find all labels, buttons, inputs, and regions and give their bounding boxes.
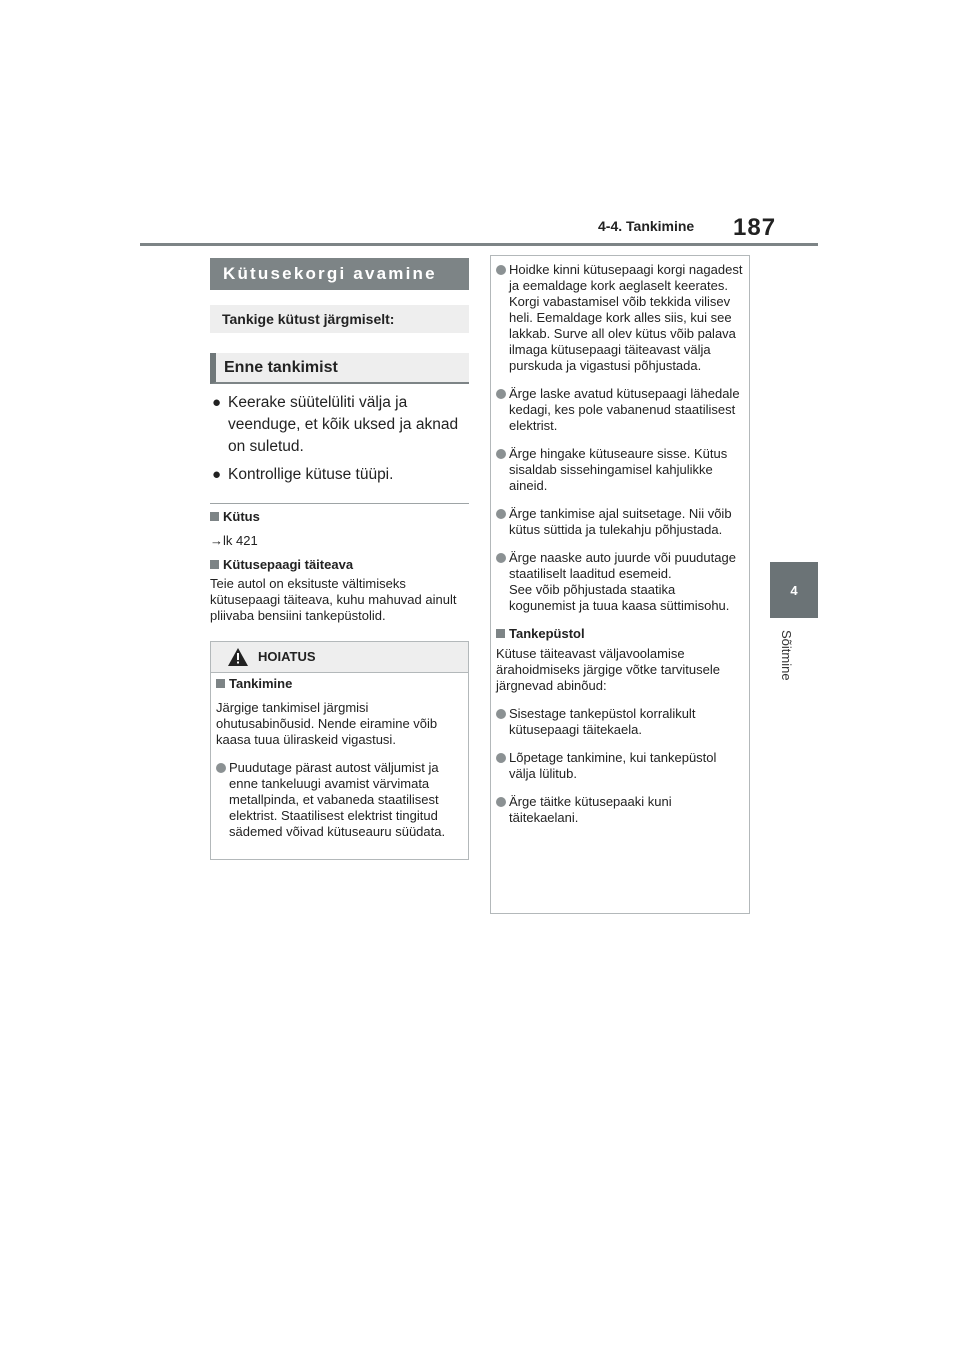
page-number: 187 <box>733 214 777 241</box>
list-item <box>210 464 469 486</box>
circle-bullet-icon <box>496 797 506 807</box>
subheading: Enne tankimist <box>210 353 469 384</box>
warning-label: HOIATUS <box>258 649 316 664</box>
circle-bullet-icon <box>496 509 506 519</box>
list-item: Ärge täitke kütusepaaki kuni täitekaelani. <box>496 794 744 826</box>
list-item: Sisestage tankepüstol korralikult kütusepaagi täitekaela. <box>496 706 744 738</box>
warning-continuation-box <box>490 255 750 914</box>
list-item: Ärge laske avatud kütusepaagi lähedale kedagi, kes pole vabanenud staatilisest elektrist. <box>496 386 744 434</box>
circle-bullet-icon <box>496 709 506 719</box>
list-item-text: Kontrollige kütuse tüüpi. <box>228 466 394 483</box>
section-heading-bar: Kütusekorgi avamine <box>210 258 469 290</box>
section-intro: Kütuse täiteavast väljavoolamise ärahoidmiseks järgige võtke tarvitusele järgnevad abinõud: <box>496 646 720 693</box>
warning-header <box>211 642 468 673</box>
chapter-label-text: Sõitmine <box>779 630 794 681</box>
circle-bullet-icon <box>496 753 506 763</box>
note-text: Teie autol on eksituste vältimiseks kütusepaagi täiteava, kuhu mahuvad ainult pliivaba bensiini tankepüstolid. <box>210 576 457 623</box>
circle-bullet-icon <box>496 553 506 563</box>
list-item-text: Keerake süütelüliti välja ja veenduge, et kõik uksed ja aknad on suletud. <box>228 394 459 455</box>
header-rule <box>140 243 818 246</box>
note-text[interactable]: →lk 421 <box>210 533 258 548</box>
note-heading: Kütus <box>210 509 469 525</box>
notes <box>210 509 469 624</box>
circle-bullet-icon <box>496 389 506 399</box>
list-item: Ärge tankimise ajal suitsetage. Nii võib kütus süttida ja tulekahju põhjustada. <box>496 506 744 538</box>
chapter-tab: 4 <box>770 562 818 618</box>
list-item: Ärge hingake kütuseaure sisse. Kütus sisaldab sissehingamisel kahjulikke aineid. <box>496 446 744 494</box>
list-item <box>210 392 469 458</box>
bullet-icon: ● <box>212 466 222 483</box>
square-bullet-icon <box>210 560 219 569</box>
warning-triangle-icon <box>227 647 249 667</box>
circle-bullet-icon <box>496 265 506 275</box>
note-heading: Kütusepaagi täiteava <box>210 557 469 573</box>
section-title: 4-4. Tankimine <box>598 218 695 234</box>
instruction-box: Tankige kütust järgmiselt: <box>210 305 469 333</box>
warning-continuation-body <box>496 262 744 826</box>
warning-body <box>216 676 464 840</box>
bullet-list <box>210 392 469 492</box>
circle-bullet-icon <box>216 763 226 773</box>
circle-bullet-icon <box>496 449 506 459</box>
list-item: Lõpetage tankimine, kui tankepüstol välja lülitub. <box>496 750 744 782</box>
warning-box <box>210 641 469 860</box>
list-item: Ärge naaske auto juurde või puudutage staatiliselt laaditud esemeid. See võib põhjustada staatika kogunemist ja tuua kaasa süttimisohu. <box>496 550 744 614</box>
divider <box>210 503 469 504</box>
list-item: Puudutage pärast autost väljumist ja enne tankeluugi avamist värvimata metallpinda, et vabaneda staatilisest elektrist. Staatilisest elektrist tingitud sädemed võivad kütuseauru süüdata. <box>216 760 464 840</box>
bullet-icon: ● <box>212 394 222 411</box>
square-bullet-icon <box>496 629 505 638</box>
square-bullet-icon <box>216 679 225 688</box>
list-item: Hoidke kinni kütusepaagi korgi nagadest ja eemaldage kork aeglaselt keerates. Korgi vabastamisel võib tekkida vilisev heli. Eemaldage kork alles siis, kui see lakkab. Surve all olev kütus võib palava ilmaga kütusepaagi täiteavast välja purskuda ja vigastusi põhjustada. <box>496 262 744 374</box>
section-heading: Tankepüstol <box>496 626 744 642</box>
chapter-label <box>772 630 816 700</box>
warning-intro: Järgige tankimisel järgmisi ohutusabinõusid. Nende eiramine võib kaasa tuua üliraskeid vigastusi. <box>216 700 438 747</box>
square-bullet-icon <box>210 512 219 521</box>
warning-heading: Tankimine <box>216 676 464 692</box>
